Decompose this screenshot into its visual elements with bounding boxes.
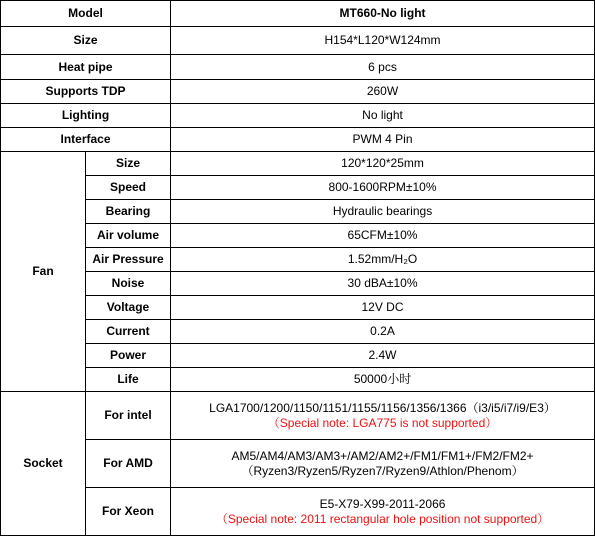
intel-sockets: LGA1700/1200/1150/1151/1155/1156/1356/1366（i3/i5/i7/i9/E3） — [209, 400, 556, 415]
socket-group-label: Socket — [1, 392, 86, 536]
fan-bearing-value: Hydraulic bearings — [171, 200, 595, 224]
table-row — [1, 368, 595, 392]
table-row — [1, 224, 595, 248]
table-row — [1, 128, 595, 152]
fan-power-value: 2.4W — [171, 344, 595, 368]
fan-air-volume-label: Air volume — [86, 224, 171, 248]
table-row — [1, 200, 595, 224]
table-row — [1, 152, 595, 176]
table-row — [1, 55, 595, 80]
amd-cpus: （Ryzen3/Ryzen5/Ryzen7/Ryzen9/Athlon/Phenom） — [241, 463, 524, 478]
amd-label: For AMD — [86, 440, 171, 488]
xeon-note: （Special note: 2011 rectangular hole position not supported） — [215, 511, 550, 526]
size-value: H154*L120*W124mm — [171, 27, 595, 55]
table-row — [1, 272, 595, 296]
fan-bearing-label: Bearing — [86, 200, 171, 224]
fan-air-pressure-value: 1.52mm/H₂O — [171, 248, 595, 272]
fan-voltage-value: 12V DC — [171, 296, 595, 320]
xeon-sockets: E5-X79-X99-2011-2066 — [319, 496, 446, 511]
lighting-label: Lighting — [1, 104, 171, 128]
fan-noise-value: 30 dBA±10% — [171, 272, 595, 296]
tdp-value: 260W — [171, 80, 595, 104]
table-row — [1, 176, 595, 200]
heat-pipe-value: 6 pcs — [171, 55, 595, 80]
fan-life-label: Life — [86, 368, 171, 392]
model-label: Model — [1, 1, 171, 27]
xeon-label: For Xeon — [86, 488, 171, 536]
model-value: MT660-No light — [171, 1, 595, 27]
tdp-label: Supports TDP — [1, 80, 171, 104]
fan-group-label: Fan — [1, 152, 86, 392]
fan-speed-value: 800-1600RPM±10% — [171, 176, 595, 200]
fan-air-volume-value: 65CFM±10% — [171, 224, 595, 248]
table-row — [1, 27, 595, 55]
interface-label: Interface — [1, 128, 171, 152]
size-label: Size — [1, 27, 171, 55]
table-row — [1, 488, 595, 536]
fan-size-value: 120*120*25mm — [171, 152, 595, 176]
table-row — [1, 392, 595, 440]
table-row — [1, 1, 595, 27]
amd-value — [171, 440, 595, 488]
table-row — [1, 320, 595, 344]
interface-value: PWM 4 Pin — [171, 128, 595, 152]
fan-current-label: Current — [86, 320, 171, 344]
table-row — [1, 248, 595, 272]
fan-speed-label: Speed — [86, 176, 171, 200]
fan-voltage-label: Voltage — [86, 296, 171, 320]
fan-power-label: Power — [86, 344, 171, 368]
fan-air-pressure-label: Air Pressure — [86, 248, 171, 272]
table-row — [1, 80, 595, 104]
fan-noise-label: Noise — [86, 272, 171, 296]
heat-pipe-label: Heat pipe — [1, 55, 171, 80]
fan-current-value: 0.2A — [171, 320, 595, 344]
table-row — [1, 296, 595, 320]
table-row — [1, 440, 595, 488]
intel-value — [171, 392, 595, 440]
amd-sockets: AM5/AM4/AM3/AM3+/AM2/AM2+/FM1/FM1+/FM2/FM2+ — [231, 448, 534, 463]
table-row — [1, 104, 595, 128]
lighting-value: No light — [171, 104, 595, 128]
intel-label: For intel — [86, 392, 171, 440]
fan-life-value: 50000小时 — [171, 368, 595, 392]
intel-note: （Special note: LGA775 is not supported） — [267, 415, 498, 430]
xeon-value — [171, 488, 595, 536]
table-row — [1, 344, 595, 368]
fan-size-label: Size — [86, 152, 171, 176]
